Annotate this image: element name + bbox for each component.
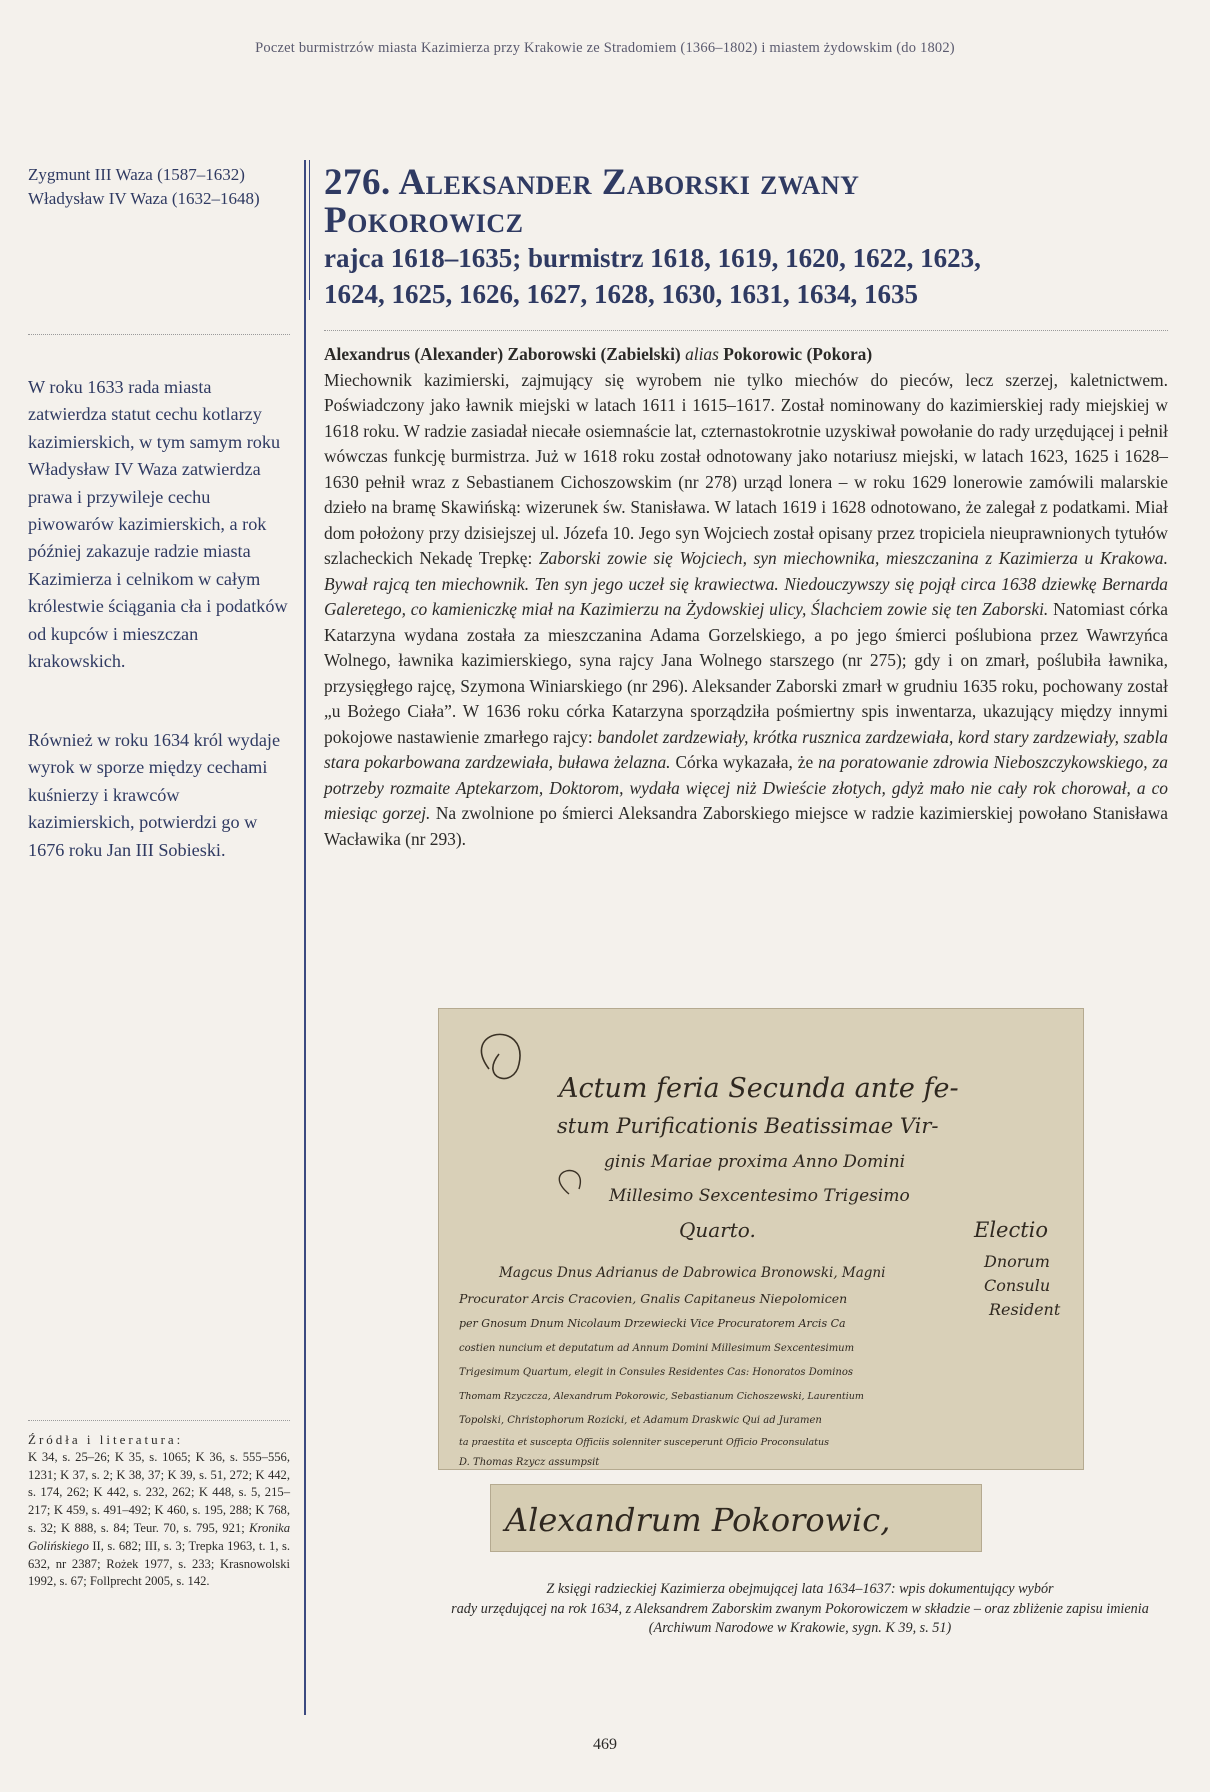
manuscript-line: Quarto. (679, 1218, 756, 1242)
manuscript-image (438, 1008, 1084, 1470)
manuscript-line: ta praestita et suscepta Officiis solenniter susceperunt Officio Proconsulatus (459, 1437, 829, 1448)
sources-list: K 34, s. 25–26; K 35, s. 1065; K 36, s. 555–556, 1231; K 37, s. 2; K 38, 37; K 39, s. 51, 272; K 442, s. 174, 262; K 442, s. 232, 262; K 448, s. 5, 215–217; K 459, s. 491–492; K 460, s. 195, 288; K 768, s. 32; K 888, s. 84; Teur. 70, s. 795, 921; Kronika Golińskiego II, s. 682; III, s. 3; Trepka 1963, t. 1, s. 632, nr 2387; Rożek 1977, s. 233; Krasnowolski 1992, s. 67; Follprecht 2005, s. 142. (28, 1449, 290, 1589)
sources-heading: Źródła i literatura: (28, 1432, 184, 1447)
column-rule (304, 160, 306, 1715)
manuscript-line: costien nuncium et deputatum ad Annum Domini Millesimum Sexcentesimum (459, 1343, 855, 1354)
manuscript-margin-note: Dnorum (984, 1252, 1050, 1271)
manuscript-line: Millesimo Sexcentesimo Trigesimo (609, 1186, 910, 1206)
title-divider (324, 330, 1168, 331)
reign-item: Zygmunt III Waza (1587–1632) (28, 165, 245, 184)
manuscript-margin-note: Consulu (984, 1276, 1051, 1295)
entry-subtitle: rajca 1618–1635; burmistrz 1618, 1619, 1620, 1622, 1623, 1624, 1625, 1626, 1627, 1628, 1630, 1631, 1634, 1635 (324, 243, 981, 309)
closeup-text: Alexandrum Pokorowic, (505, 1501, 891, 1539)
manuscript-margin-note: Electio (974, 1218, 1049, 1242)
manuscript-line: Magcus Dnus Adrianus de Dabrowica Bronowski, Magni (499, 1265, 886, 1281)
manuscript-line: Actum feria Secunda ante fe- (559, 1073, 959, 1104)
manuscript-line: Topolski, Christophorum Rozicki, et Adamum Draskwic Qui ad Juramen (459, 1415, 822, 1426)
sidebar-note-text: W roku 1633 rada miasta zatwierdza statut cechu kotlarzy kazimierskich, w tym samym roku Władysław IV Waza zatwierdza prawa i przywileje cechu piwowarów kazimierskich, a rok później zakazuje radzie miasta Kazimierza i celnikom w całym królestwie ściągania cła i podatków od kupców i mieszczan krakowskich. (28, 377, 288, 672)
manuscript-line: stum Purificationis Beatissimae Vir- (557, 1114, 939, 1138)
page-number: 469 (593, 1736, 617, 1753)
entry-title: 276. Aleksander Zaborski zwany Pokorowicz (324, 162, 860, 241)
reign-list (28, 163, 290, 211)
entry-alias: Alexandrus (Alexander) Zaborowski (Zabielski) alias Pokorowic (Pokora) (324, 344, 873, 364)
manuscript-line: D. Thomas Rzycz assumpsit (459, 1457, 600, 1468)
sidebar-note-text: Również w roku 1634 król wydaje wyrok w sporze między cechami kuśnierzy i krawców kazimierskich, potwierdzi go w 1676 roku Jan III Sobieski. (28, 730, 281, 860)
manuscript-line: ginis Mariae proxima Anno Domini (604, 1152, 906, 1172)
figure-caption: Z księgi radzieckiej Kazimierza obejmującej lata 1634–1637: wpis dokumentujący wybór rady urzędującej na rok 1634, z Aleksandrem Zaborskim zwanym Pokorowiczem w składzie – oraz zbliżenie zapisu imienia (Archiwum Narodowe w Krakowie, sygn. K 39, s. 51) (451, 1581, 1149, 1636)
sources (28, 1431, 290, 1591)
manuscript-closeup (490, 1484, 982, 1552)
manuscript-line: Thomam Rzyczcza, Alexandrum Pokorowic, Sebastianum Cichoszewski, Laurentium (459, 1391, 864, 1402)
column-rule-accent (309, 160, 310, 300)
running-header: Poczet burmistrzów miasta Kazimierza przy Krakowie ze Stradomiem (1366–1802) i miastem żydowskim (do 1802) (255, 40, 955, 56)
sidebar-divider (28, 334, 290, 335)
reign-item: Władysław IV Waza (1632–1648) (28, 189, 260, 208)
manuscript-line: Trigesimum Quartum, elegit in Consules Residentes Cas: Honoratos Dominos (459, 1367, 854, 1378)
entry-body (324, 342, 1168, 852)
manuscript-line: per Gnosum Dnum Nicolaum Drzewiecki Vice Procuratorem Arcis Ca (459, 1317, 846, 1330)
manuscript-line: Procurator Arcis Cracovien, Gnalis Capitaneus Niepolomicen (459, 1291, 848, 1306)
entry-paragraph: Miechownik kazimierski, zajmujący się wyrobem nie tylko miechów do pieców, lecz szerzej, kaletnictwem. Poświadczony jako ławnik miejski w latach 1611 i 1615–1617. Został nominowany do kazimierskiej rady miejskiej w 1618 roku. W radzie zasiadał niecałe osiemnaście lat, czternastokrotnie uzyskiwał powołanie do rady urzędującej i pełnił wówczas funkcję burmistrza. Już w 1618 roku został odnotowany jako notariusz miejski, w latach 1623, 1625 i 1628–1630 pełnił wraz z Sebastianem Cichoszowskim (nr 278) urząd lonera – w roku 1629 lonerowie zamówili malarskie dzieło na bramę Skawińską: wizerunek św. Stanisława. W latach 1619 i 1628 odnotowano, że zalegał z podatkami. Miał dom położony przy dzisiejszej ul. Józefa 10. Jego syn Wojciech został opisany przez tropiciela nieuprawnionych tytułów szlacheckich Nekadę Trepkę: Zaborski zowie się Wojciech, syn miechownika, mieszczanina z Kazimierza u Krakowa. Bywał rajcą ten miechownik. Ten syn jego uczeł się krawiectwa. Niedouczywszy się pojął circa 1638 dziewkę Bernarda Galeretego, co kamieniczkę miał na Kazimierzu na Żydowskiej ulicy, Ślachciem zowie się ten Zaborski. Natomiast córka Katarzyna wydana została za mieszczanina Adama Gorzelskiego, a po jego śmierci poślubiona przez Wawrzyńca Wolnego, ławnika kazimierskiego, syna rajcy Jana Wolnego starszego (nr 275); gdy i on zmarł, poślubiła ławnika, przysięgłego rajcę, Szymona Winiarskiego (nr 296). Aleksander Zaborski zmarł w grudniu 1635 roku, pochowany został „u Bożego Ciała”. W 1636 roku córka Katarzyna sporządziła pośmiertny spis inwentarza, ukazujący między innymi pokojowe nastawienie zmarłego rajcy: bandolet zardzewiały, krótka rusznica zardzewiała, kord stary zardzewiały, szabla stara pokarbowana zardzewiała, buława żelazna. Córka wykazała, że na poratowanie zdrowia Nieboszczykowskiego, za potrzeby rozmaite Aptekarzom, Doktorom, wydała więcej niż Dwieście złotych, gdyż mało nie cały rok chorował, a co miesiąc gorzej. Na zwolnione po śmierci Aleksandra Zaborskiego miejsce w radzie kazimierskiej powołano Stanisława Wacławika (nr 293). (324, 369, 1169, 849)
manuscript-margin-note: Resident (989, 1300, 1061, 1319)
sidebar-note (28, 374, 290, 675)
sidebar-note (28, 727, 290, 864)
sources-divider (28, 1420, 290, 1421)
